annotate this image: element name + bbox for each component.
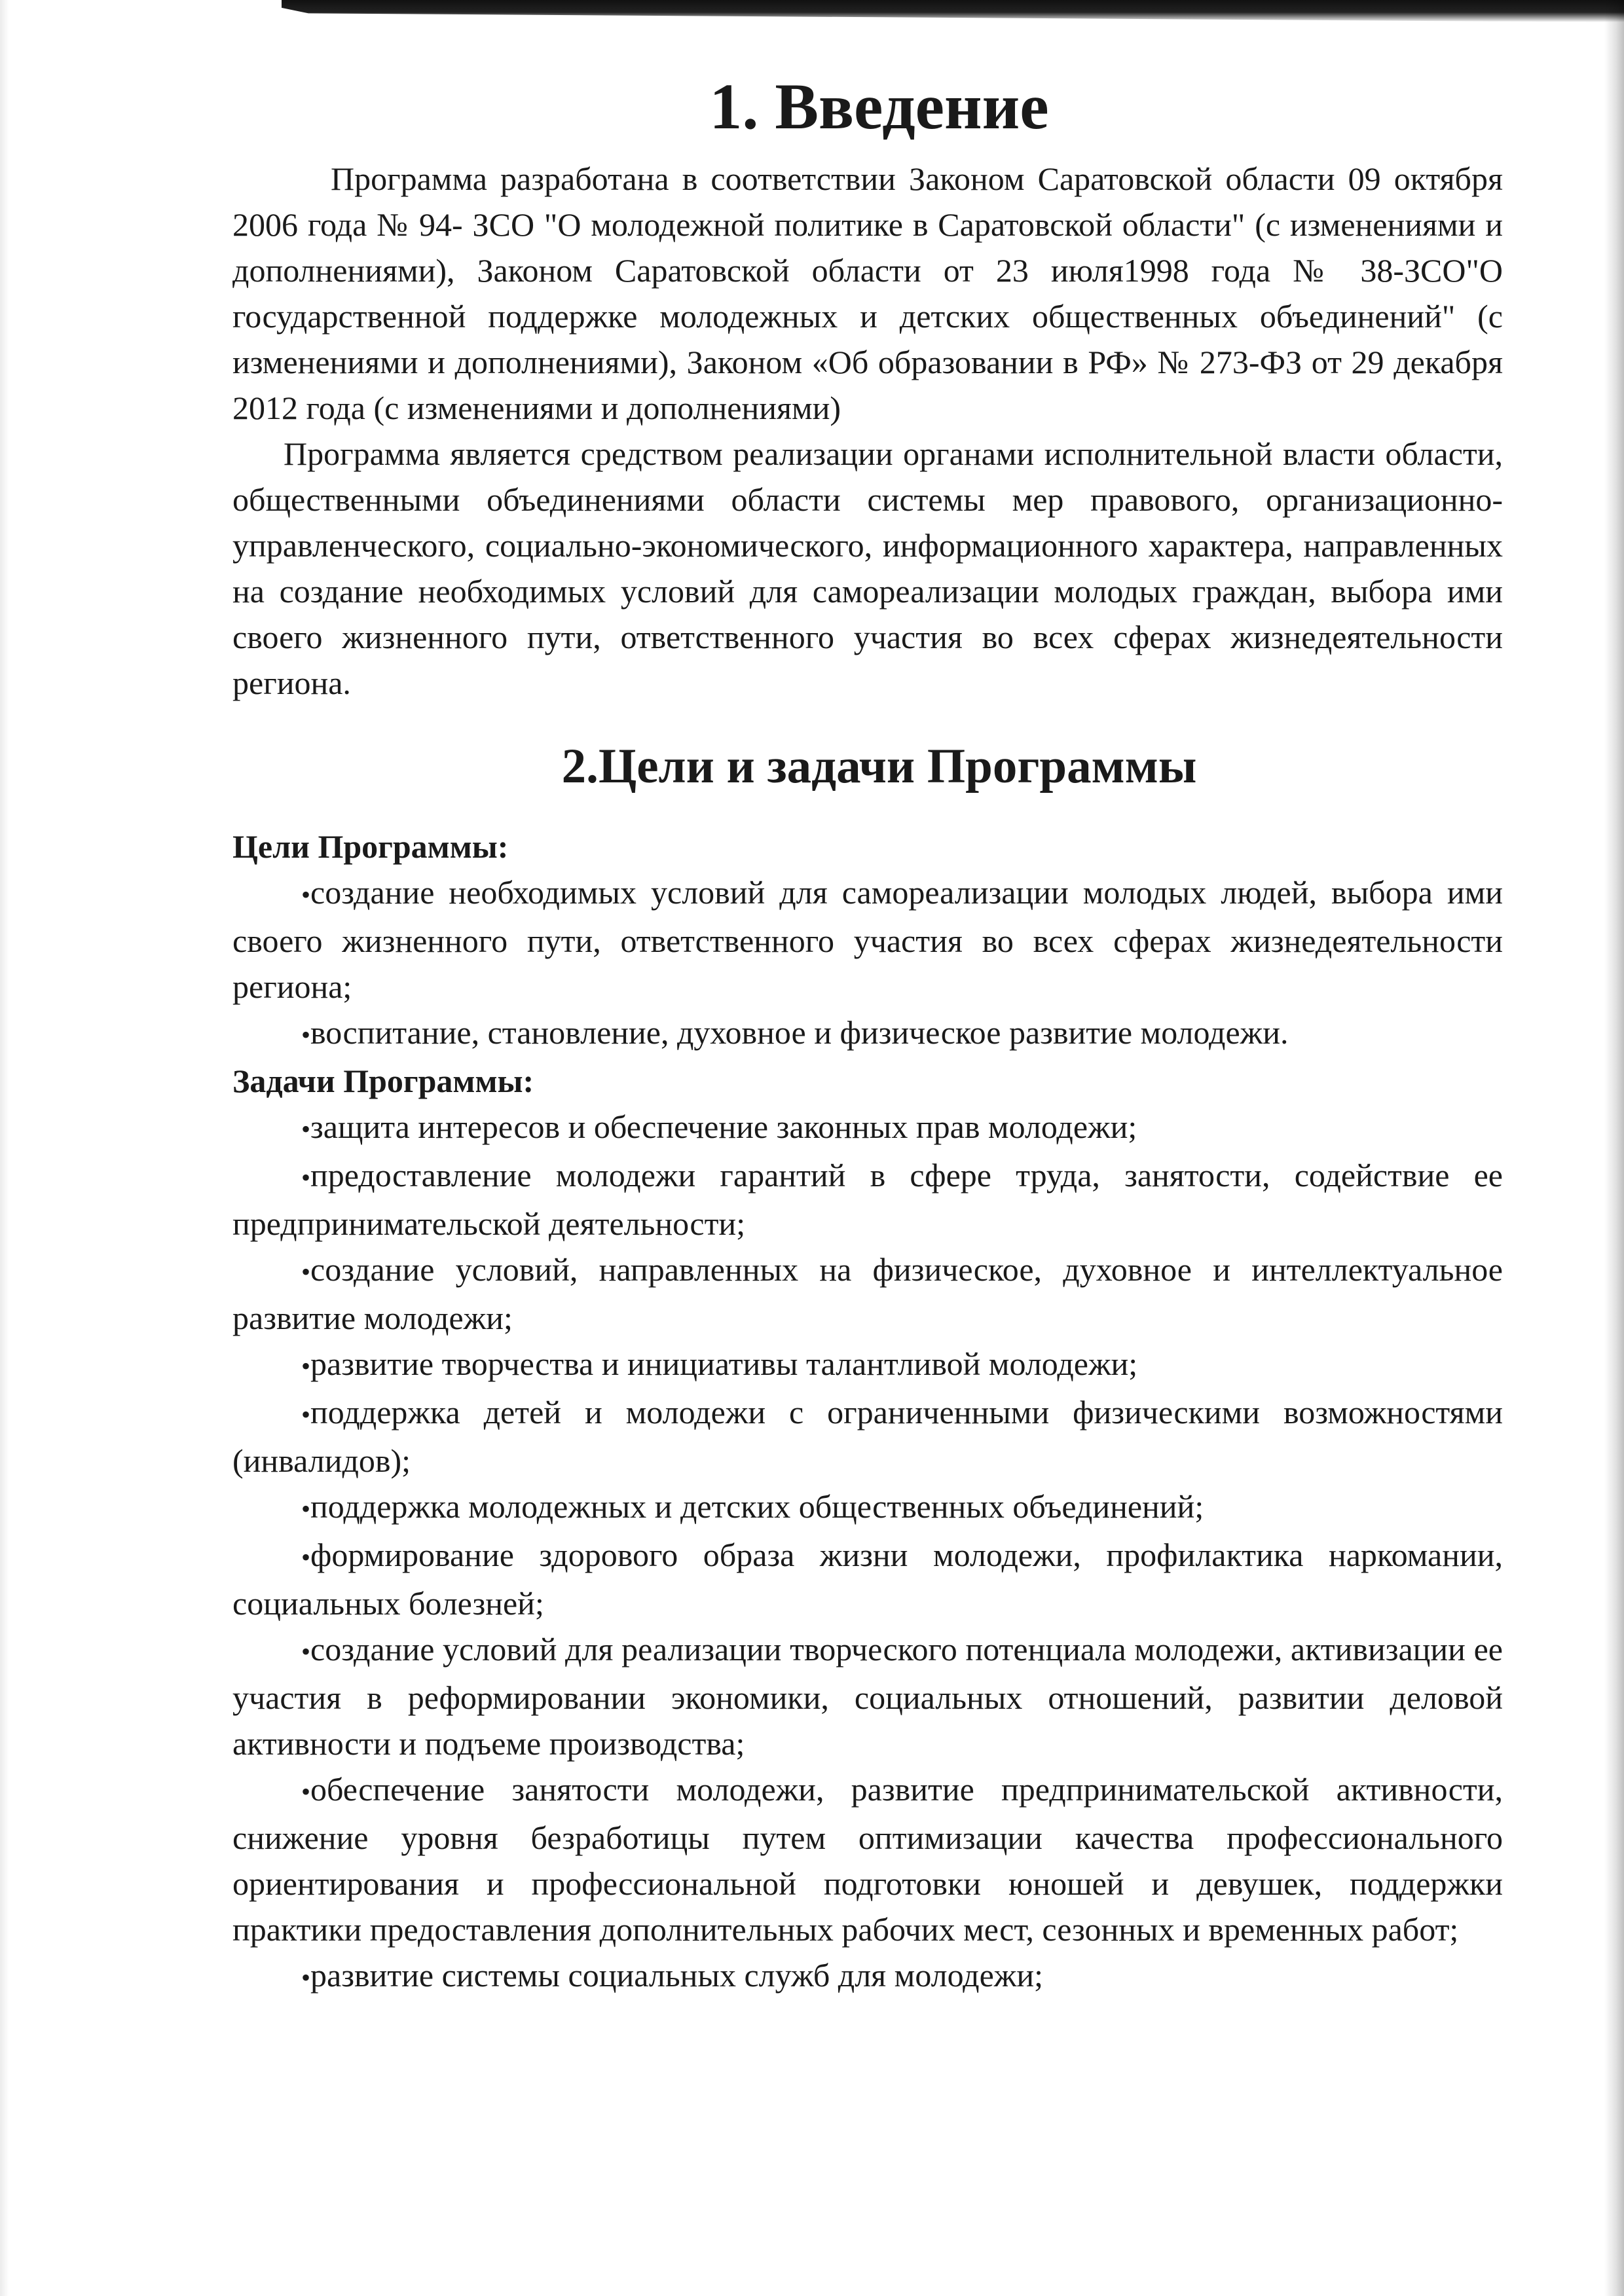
goal-text: воспитание, становление, духовное и физическое развитие молодежи. (310, 1014, 1289, 1051)
task-text: поддержка молодежных и детских общественных объединений; (310, 1488, 1204, 1525)
bullet-icon (301, 1626, 310, 1675)
tasks-title: Задачи Программы: (232, 1063, 534, 1099)
task-text: создание условий, направленных на физическое, духовное и интеллектуальное развитие молодежи; (232, 1251, 1503, 1336)
list-item (232, 869, 1503, 1010)
goal-text: создание необходимых условий для самореализации молодых людей, выбора ими своего жизненного пути, ответственного участия во всех сферах жизнедеятельности региона; (232, 874, 1503, 1005)
intro-paragraph-1: Программа разработана в соответствии Законом Саратовской области 09 октября 2006 года № 94- ЗСО "О молодежной политике в Саратовской области" (с изменениями и дополнениями), Законом Саратовской области от 23 июля1998 года № 38-ЗСО"О государственной поддержке молодежных и детских общественных объединений" (с изменениями и дополнениями), Законом «Об образовании в РФ» № 273-ФЗ от 29 декабря 2012 года (с изменениями и дополнениями) (232, 160, 1503, 426)
list-item (232, 1152, 1503, 1247)
list-item (232, 1484, 1503, 1532)
task-text: развитие творчества и инициативы талантливой молодежи; (310, 1345, 1138, 1382)
bullet-icon (301, 1532, 310, 1580)
list-item (232, 1389, 1503, 1484)
bullet-icon (301, 869, 310, 918)
bullet-icon (301, 1484, 310, 1532)
bullet-icon (301, 1152, 310, 1201)
bullet-icon (301, 1389, 310, 1438)
list-item (232, 1532, 1503, 1626)
list-item (232, 1010, 1503, 1058)
document-page (232, 70, 1503, 2001)
task-text: поддержка детей и молодежи с ограниченными физическими возможностями (инвалидов); (232, 1394, 1503, 1479)
list-item (232, 1104, 1503, 1152)
list-item (232, 1952, 1503, 2001)
tasks-list (232, 1104, 1503, 2001)
bullet-icon (301, 1247, 310, 1295)
bullet-icon (301, 1952, 310, 2001)
goals-list (232, 869, 1503, 1058)
list-item (232, 1766, 1503, 1952)
scan-left-shadow (0, 0, 9, 2296)
bullet-icon (301, 1104, 310, 1152)
bullet-icon (301, 1010, 310, 1058)
list-item (232, 1247, 1503, 1341)
scan-right-shadow (1604, 0, 1624, 2296)
task-text: предоставление молодежи гарантий в сфере труда, занятости, содействие ее предпринимательской деятельности; (232, 1157, 1503, 1242)
list-item (232, 1341, 1503, 1389)
section-1-heading: 1. Введение (709, 70, 1049, 143)
intro-paragraph-2: Программа является средством реализации органами исполнительной власти области, общественными объединениями области системы мер правового, организационно-управленческого, социально-экономического, информационного характера, направленных на создание необходимых условий для самореализации молодых граждан, выбора ими своего жизненного пути, ответственного участия во всех сферах жизнедеятельности региона. (232, 435, 1503, 701)
task-text: защита интересов и обеспечение законных прав молодежи; (310, 1108, 1137, 1145)
scan-edge-shadow (282, 0, 1624, 22)
goals-title: Цели Программы: (232, 828, 509, 865)
bullet-icon (301, 1341, 310, 1389)
task-text: развитие системы социальных служб для молодежи; (310, 1957, 1043, 1994)
section-2-heading: 2.Цели и задачи Программы (561, 739, 1197, 793)
bullet-icon (301, 1766, 310, 1815)
task-text: создание условий для реализации творческого потенциала молодежи, активизации ее участия в реформировании экономики, социальных отношений, развитии деловой активности и подъеме производства; (232, 1631, 1503, 1762)
task-text: обеспечение занятости молодежи, развитие предпринимательской активности, снижение уровня безработицы путем оптимизации качества профессионального ориентирования и профессиональной подготовки юношей и девушек, поддержки практики предоставления дополнительных рабочих мест, сезонных и временных работ; (232, 1771, 1503, 1948)
task-text: формирование здорового образа жизни молодежи, профилактика наркомании, социальных болезней; (232, 1537, 1503, 1622)
list-item (232, 1626, 1503, 1766)
